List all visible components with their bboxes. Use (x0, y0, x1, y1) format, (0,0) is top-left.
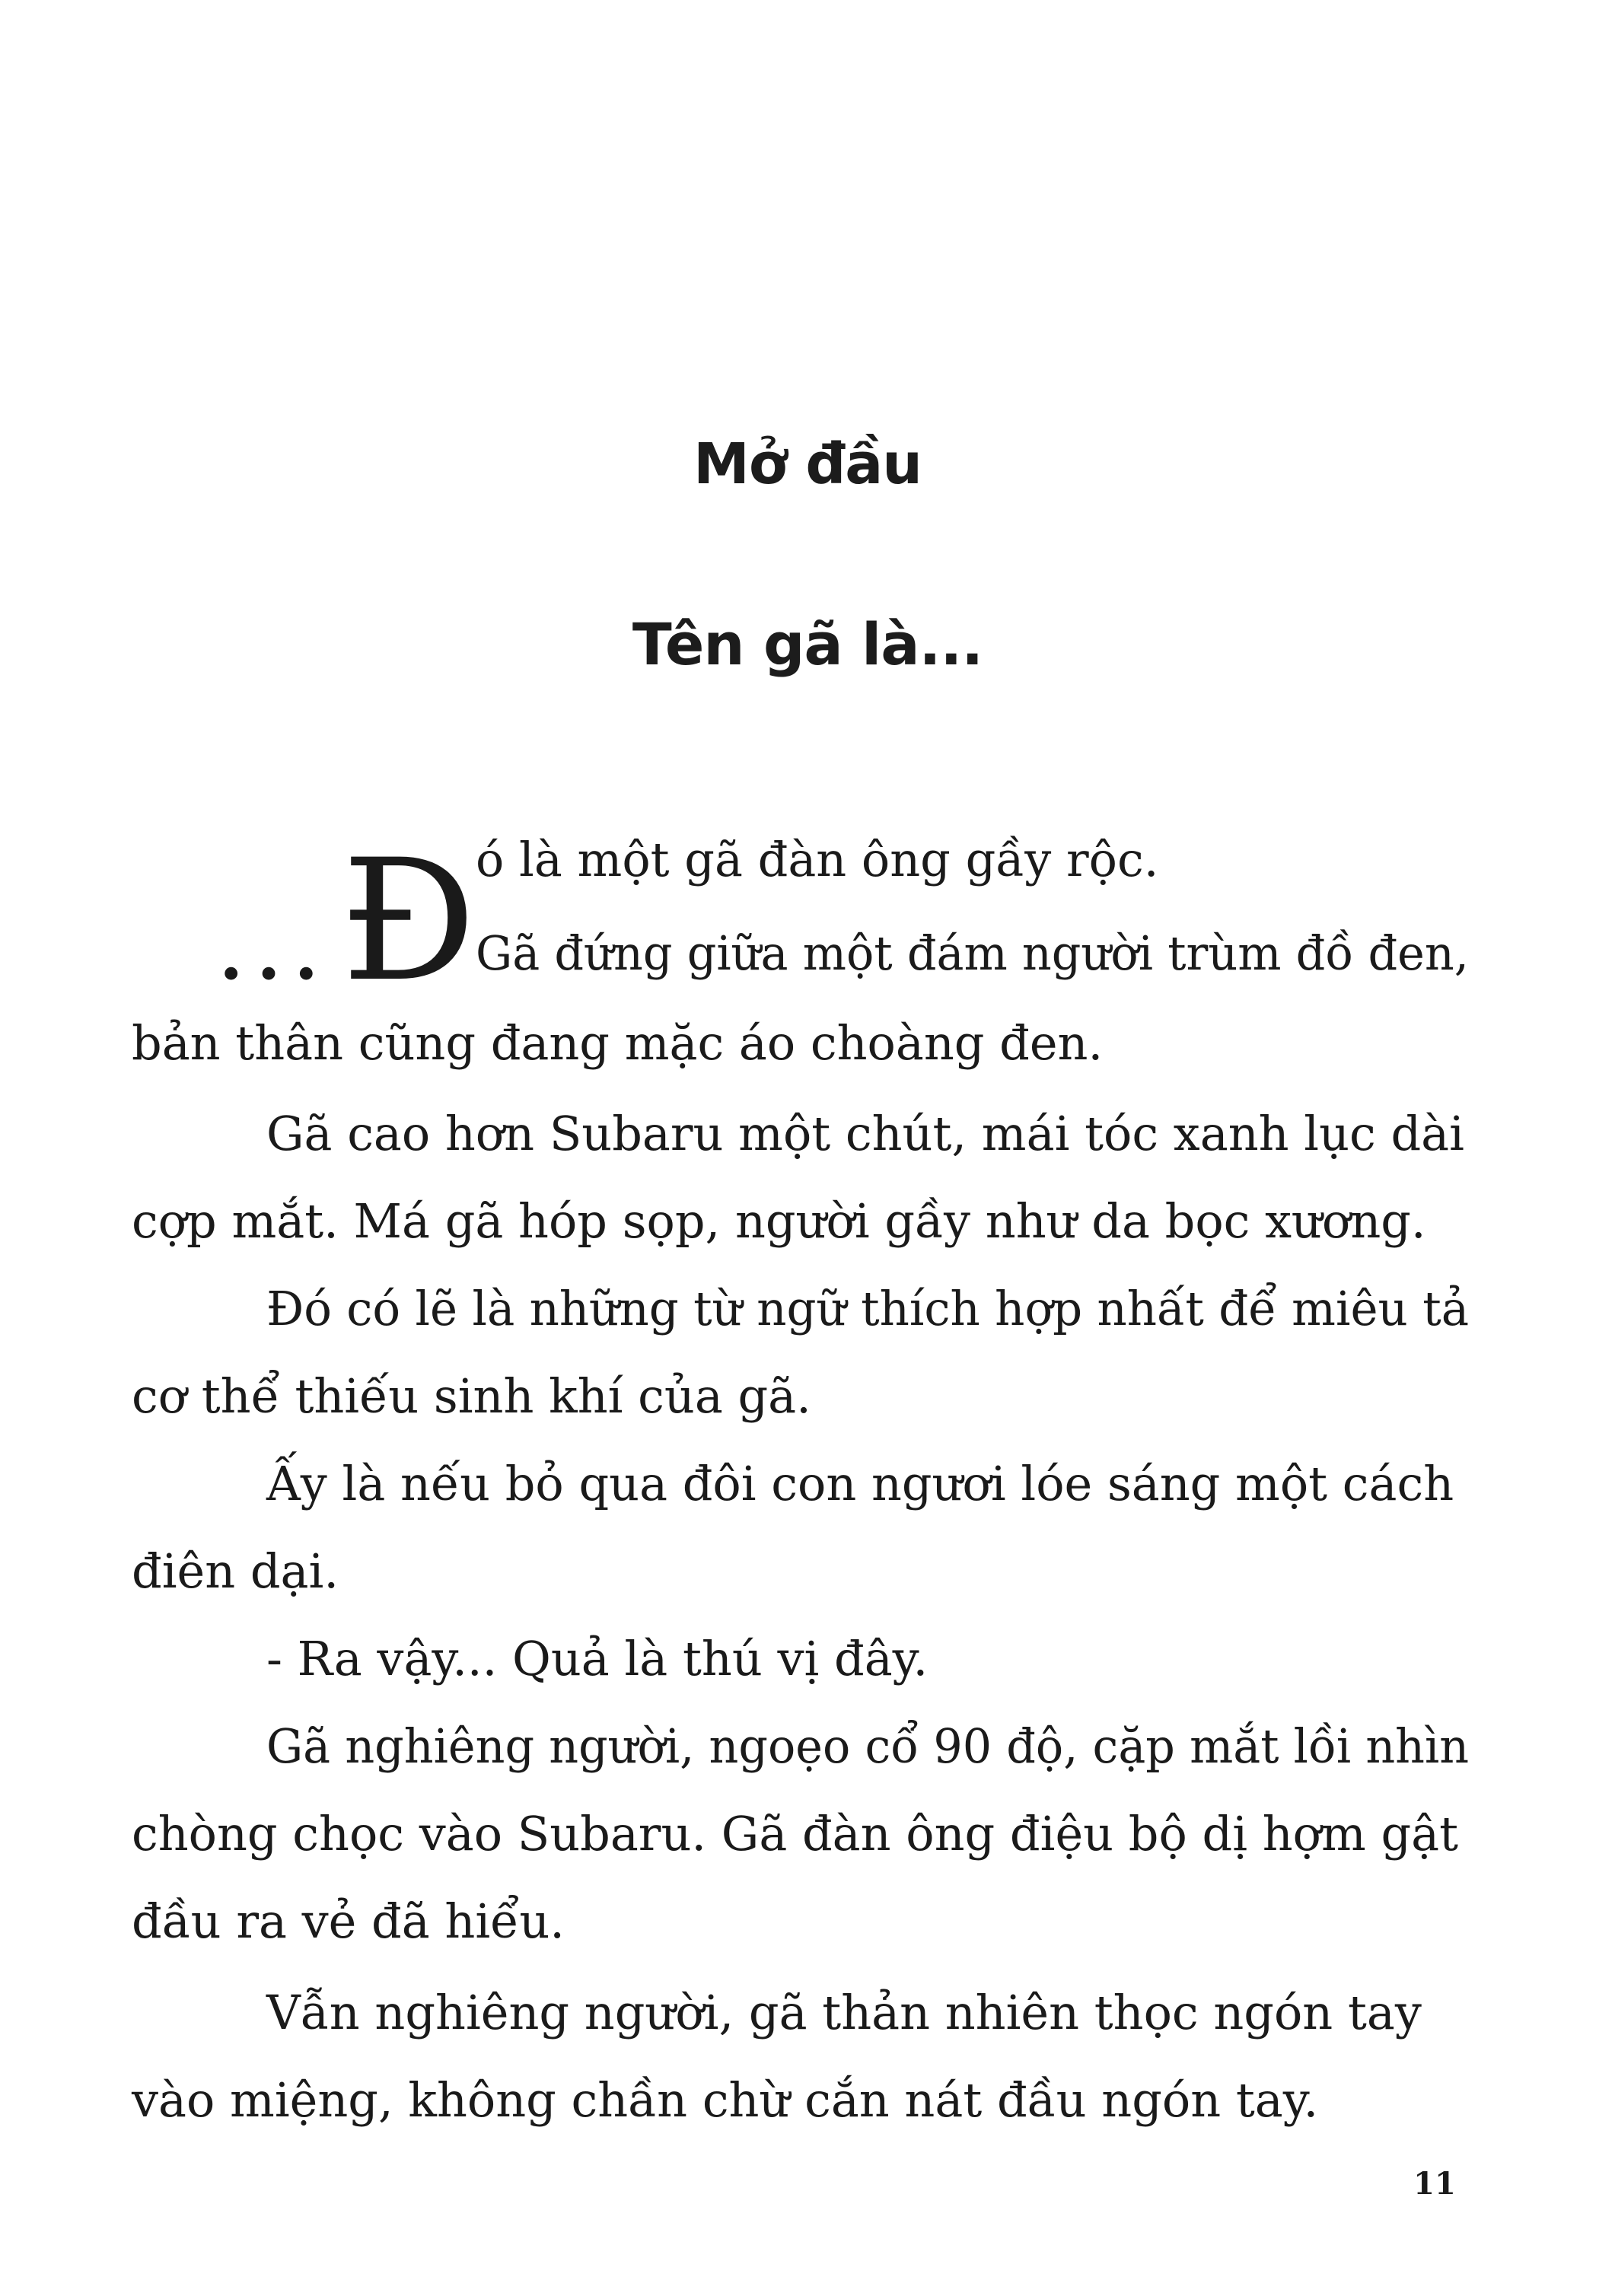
dropcap-ellipsis: ... (219, 915, 332, 995)
text-line: chòng chọc vào Subaru. Gã đàn ông điệu bộ dị hợm gật (132, 1806, 1459, 1861)
text-line: bản thân cũng đang mặc áo choàng đen. (132, 1015, 1104, 1071)
text-line: điên dại. (132, 1543, 339, 1599)
text-line: vào miệng, không chần chừ cắn nát đầu ngón tay. (132, 2072, 1319, 2128)
text-line: ó là một gã đàn ông gầy rộc. (476, 832, 1159, 887)
text-line: Gã đứng giữa một đám người trùm đồ đen, (476, 925, 1469, 981)
section-title: Tên gã là... (632, 610, 983, 678)
dropcap-letter: Đ (341, 823, 476, 1018)
text-line: Đó có lẽ là những từ ngữ thích hợp nhất để miêu tả (266, 1281, 1470, 1336)
text-line: Ấy là nếu bỏ qua đôi con ngươi lóe sáng một cách (266, 1456, 1454, 1511)
text-line: Gã cao hơn Subaru một chút, mái tóc xanh lục dài (266, 1106, 1464, 1161)
text-line: cợp mắt. Má gã hóp sọp, người gầy như da bọc xương. (132, 1193, 1426, 1249)
chapter-title: Mở đầu (693, 431, 922, 497)
text-line: - Ra vậy... Quả là thú vị đây. (266, 1631, 929, 1686)
text-line: Vẫn nghiêng người, gã thản nhiên thọc ngón tay (266, 1985, 1422, 2040)
text-line: Gã nghiêng người, ngoẹo cổ 90 độ, cặp mắt lồi nhìn (266, 1718, 1470, 1774)
page-number: 11 (1413, 2166, 1456, 2202)
text-line: cơ thể thiếu sinh khí của gã. (132, 1368, 811, 1424)
text-line: đầu ra vẻ đã hiểu. (132, 1893, 565, 1949)
